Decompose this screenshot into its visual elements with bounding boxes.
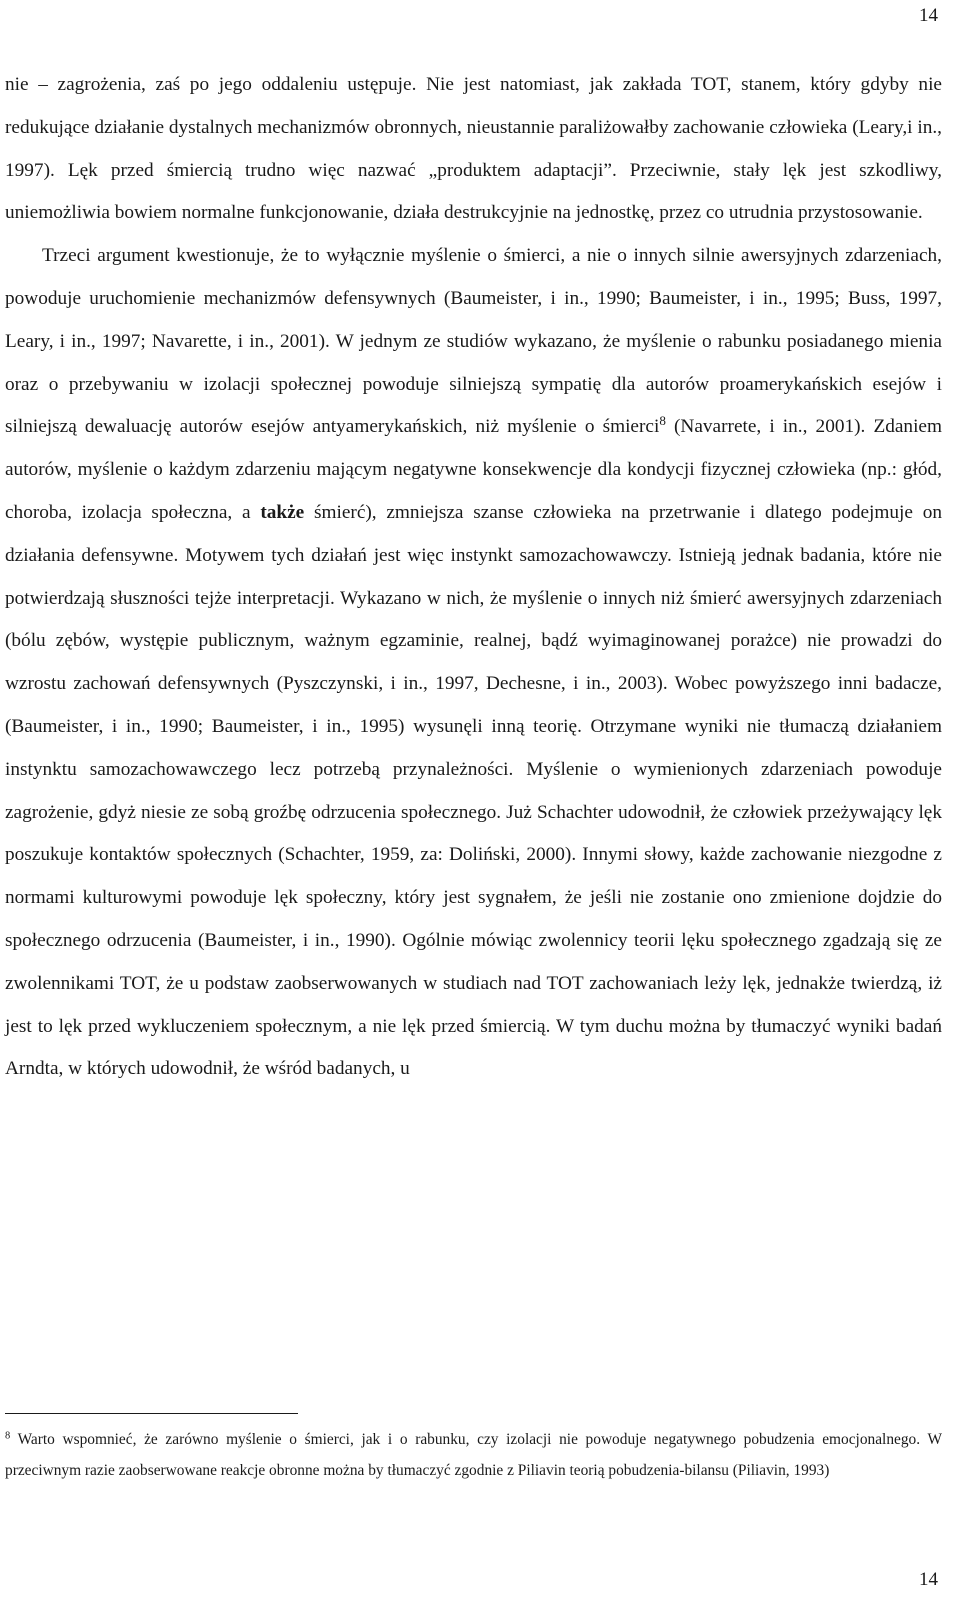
paragraph-text-part-2: (Navarrete, i in., 2001). Zdaniem autorów, myślenie o każdym zdarzeniu mającym negatywne konsekwencje dla kondycji fizycznej człowieka (np.: głód, choroba, izolacja społeczna, a — [5, 416, 942, 523]
footnote-reference: 8 — [659, 413, 666, 429]
paragraph-text-part-1: Trzeci argument kwestionuje, że to wyłącznie myślenie o śmierci, a nie o innych silnie awersyjnych zdarzeniach, powoduje uruchomienie mechanizmów defensywnych (Baumeister, i in., 1990; Baumeister, i in., 1995; Buss, 1997, Leary, i in., 1997; Navarette, i in., 2001). W jednym ze studiów wykazano, że myślenie o rabunku posiadanego mienia oraz o przebywaniu w izolacji społecznej powoduje silniejszą sympatię dla autorów proamerykańskich esejów i silniejszą dewaluację autorów esejów antyamerykańskich, niż myślenie o śmierci — [5, 245, 942, 438]
paragraph-continued: nie – zagrożenia, zaś po jego oddaleniu ustępuje. Nie jest natomiast, jak zakłada TOT, stanem, który gdyby nie redukujące działanie dystalnych mechanizmów obronnych, nieustannie paraliżowałby zachowanie człowieka (Leary,i in., 1997). Lęk przed śmiercią trudno więc nazwać „produktem adaptacji”. Przeciwnie, stały lęk jest szkodliwy, uniemożliwia bowiem normalne funkcjonowanie, działa destrukcyjnie na jednostkę, przez co utrudnia przystosowanie. — [5, 74, 942, 224]
footnote-separator — [5, 1413, 298, 1414]
footnote-marker: 8 — [5, 1430, 11, 1442]
paragraph-third-argument — [5, 235, 942, 1091]
emphasis-text: także — [260, 501, 305, 523]
footnote-text: Warto wspomnieć, że zarówno myślenie o śmierci, jak i o rabunku, czy izolacji nie powoduje negatywnego pobudzenia emocjonalnego. W przeciwnym razie zaobserwowane reakcje obronne można by tłumaczyć zgodnie z Piliavin teorią pobudzenia-bilansu (Piliavin, 1993) — [5, 1431, 942, 1479]
body-text — [5, 64, 942, 1091]
page-number-bottom: 14 — [919, 1569, 938, 1590]
footnote — [5, 1424, 942, 1486]
paragraph-text-part-3: śmierć), zmniejsza szanse człowieka na przetrwanie i dlatego podejmuje on działania defensywne. Motywem tych działań jest więc instynkt samozachowawczy. Istnieją jednak badania, które nie potwierdzają słuszności tejże interpretacji. Wykazano w nich, że myślenie o innych niż śmierć awersyjnych zdarzeniach (bólu zębów, występie publicznym, ważnym egzaminie, realnej, bądź wyimaginowanej porażce) nie prowadzi do wzrostu zachowań defensywnych (Pyszczynski, i in., 1997, Dechesne, i in., 2003). Wobec powyższego inni badacze, (Baumeister, i in., 1990; Baumeister, i in., 1995) wysunęli inną teorię. Otrzymane wyniki nie tłumaczą działaniem instynktu samozachowawczego lecz potrzebą przynależności. Myślenie o wymienionych zdarzeniach powoduje zagrożenie, gdyż niesie ze sobą groźbę odrzucenia społecznego. Już Schachter udowodnił, że człowiek przeżywający lęk poszukuje kontaktów społecznych (Schachter, 1959, za: Doliński, 2000). Innymi słowy, każde zachowanie niezgodne z normami kulturowymi powoduje lęk społeczny, który jest sygnałem, że jeśli nie zostanie ono zmienione dojdzie do społecznego odrzucenia (Baumeister, i in., 1990). Ogólnie mówiąc zwolennicy teorii lęku społecznego zgadzają się ze zwolennikami TOT, że u podstaw zaobserwowanych w studiach nad TOT zachowaniach leży lęk, jednakże twierdzą, iż jest to lęk przed wykluczeniem społecznym, a nie lęk przed śmiercią. W tym duchu można by tłumaczyć wyniki badań Arndta, w których udowodnił, że wśród badanych, u — [5, 501, 942, 1080]
page-number-top: 14 — [919, 5, 938, 26]
